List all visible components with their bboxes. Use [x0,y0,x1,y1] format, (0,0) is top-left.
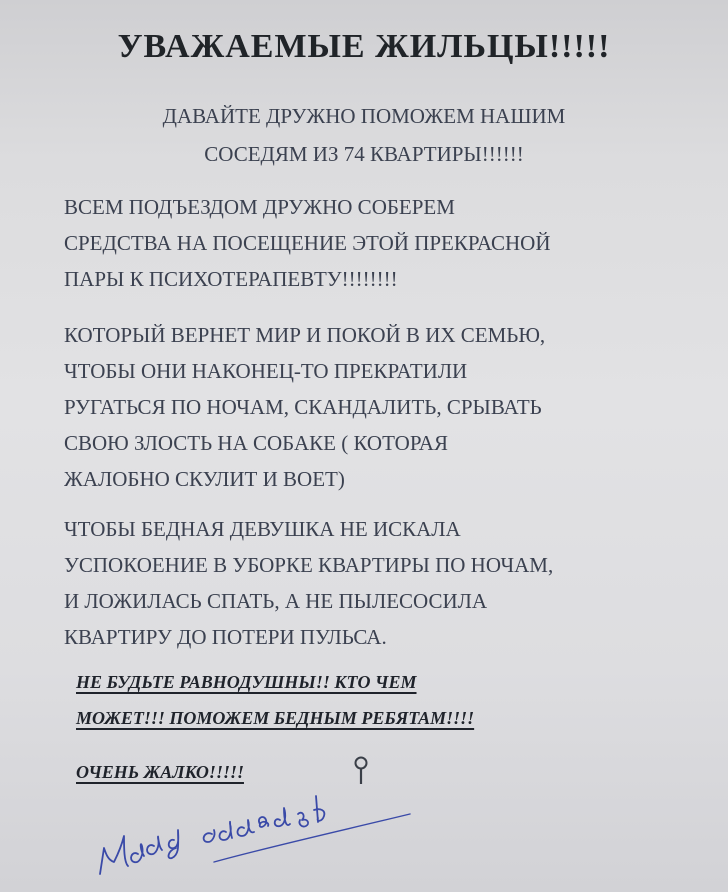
paragraph-2-line: ЧТОБЫ ОНИ НАКОНЕЦ-ТО ПРЕКРАТИЛИ [64,359,468,383]
paragraph-1-line: ВСЕМ ПОДЪЕЗДОМ ДРУЖНО СОБЕРЕМ [64,195,455,219]
paragraph-1-line: ПАРЫ К ПСИХОТЕРАПЕВТУ!!!!!!!! [64,267,398,291]
paragraph-3 [64,512,724,656]
paragraph-2-line: КОТОРЫЙ ВЕРНЕТ МИР И ПОКОЙ В ИХ СЕМЬЮ, [64,323,546,347]
intro-line-1: ДАВАЙТЕ ДРУЖНО ПОМОЖЕМ НАШИМ [162,104,566,128]
notice-title: УВАЖАЕМЫЕ ЖИЛЬЦЫ!!!!! [117,28,611,65]
paragraph-2-line: ЖАЛОБНО СКУЛИТ И ВОЕТ) [64,467,345,491]
appeal-line-2: МОЖЕТ!!! ПОМОЖЕМ БЕДНЫМ РЕБЯТАМ!!!! [76,708,475,728]
paragraph-2-line: РУГАТЬСЯ ПО НОЧАМ, СКАНДАЛИТЬ, СРЫВАТЬ [64,395,542,419]
paragraph-3-line: УСПОКОЕНИЕ В УБОРКЕ КВАРТИРЫ ПО НОЧАМ, [64,553,554,577]
handwritten-note [94,770,414,880]
paragraph-2 [64,318,724,498]
paragraph-3-line: ЧТОБЫ БЕДНАЯ ДЕВУШКА НЕ ИСКАЛА [64,517,461,541]
paragraph-3-line: И ЛОЖИЛАСЬ СПАТЬ, А НЕ ПЫЛЕСОСИЛА [64,589,488,613]
paragraph-1-line: СРЕДСТВА НА ПОСЕЩЕНИЕ ЭТОЙ ПРЕКРАСНОЙ [64,231,551,255]
paragraph-2-line: СВОЮ ЗЛОСТЬ НА СОБАКЕ ( КОТОРАЯ [64,431,448,455]
appeal-line-1: НЕ БУДЬТЕ РАВНОДУШНЫ!! КТО ЧЕМ [76,672,417,692]
closing-line: ОЧЕНЬ ЖАЛКО!!!!! [76,762,244,782]
paragraph-3-line: КВАРТИРУ ДО ПОТЕРИ ПУЛЬСА. [64,625,387,649]
intro-line-2: СОСЕДЯМ ИЗ 74 КВАРТИРЫ!!!!!! [204,142,524,166]
paragraph-1 [64,190,724,298]
